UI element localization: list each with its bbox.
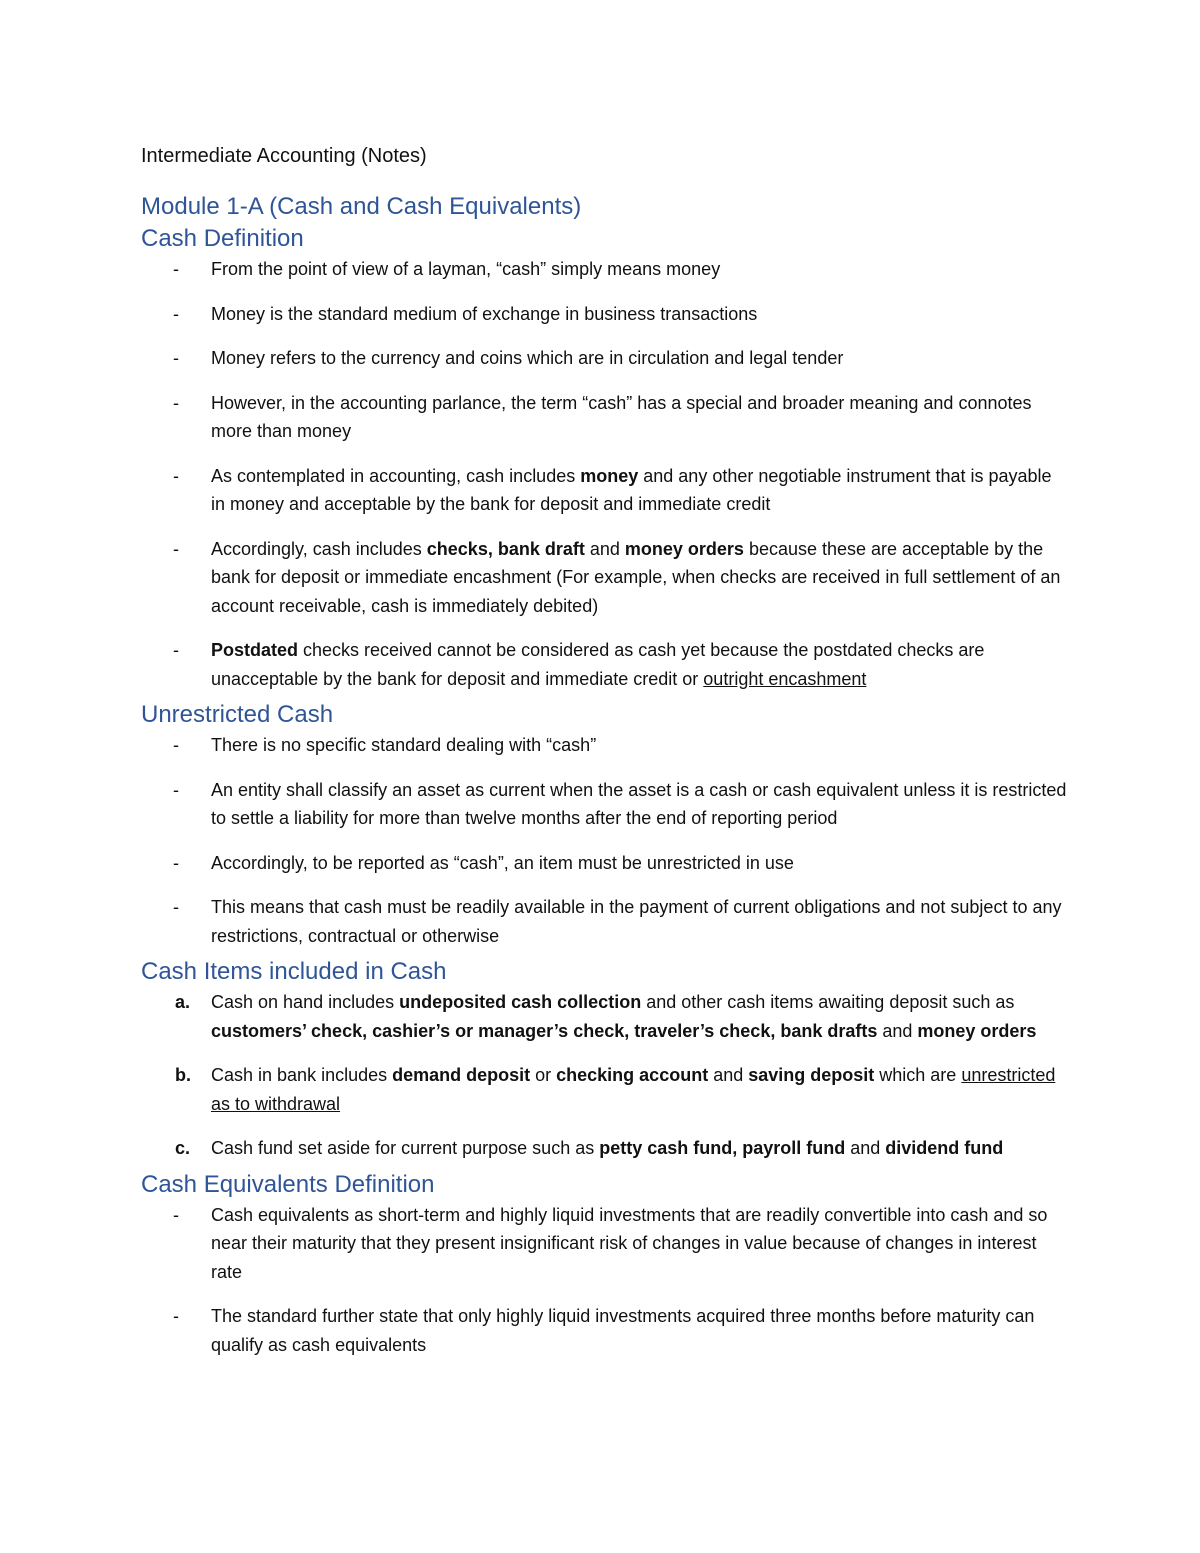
list-item [141, 1302, 1070, 1359]
text-run: Money is the standard medium of exchange in business transactions [211, 303, 758, 324]
list-marker: - [173, 259, 179, 279]
text-run: This means that cash must be readily available in the payment of current obligations and not subject to any restrictions, contractual or otherwise [211, 897, 1062, 946]
list-item [141, 849, 1070, 878]
list-item [141, 535, 1070, 621]
text-run: checks received cannot be considered as cash yet because the postdated checks are unacceptable by the bank for deposit and immediate credit or [211, 640, 985, 689]
list-item [141, 344, 1070, 373]
text-run: Cash in bank includes [211, 1065, 393, 1085]
bold-text: money orders [917, 1020, 1037, 1041]
list-marker: b. [175, 1065, 191, 1085]
text-run: and any other negotiable instrument that is payable in money and acceptable by the bank for deposit and immediate credit [211, 465, 1052, 514]
list-item [141, 1134, 1070, 1163]
list-item [141, 1061, 1070, 1118]
text-run: because these are acceptable by the bank for deposit or immediate encashment (For example, when checks are received in full settlement of an account receivable, cash is immediately debited) [211, 538, 1061, 616]
section-heading: Cash Equivalents Definition [141, 1170, 435, 1198]
section-heading: Unrestricted Cash [141, 701, 334, 728]
list-item-text [211, 348, 843, 368]
text-run: From the point of view of a layman, “cash” simply means money [211, 259, 721, 279]
text-run: Money refers to the currency and coins which are in circulation and legal tender [211, 348, 844, 368]
list-marker: - [173, 779, 179, 800]
list-marker: - [173, 1204, 179, 1225]
bold-text: saving deposit [748, 1065, 875, 1085]
section-heading: Cash Items included in Cash [141, 958, 447, 985]
sections-container [141, 223, 1070, 1359]
bold-text: customers’ check, cashier’s or manager’s check, traveler’s check, bank drafts [211, 1020, 878, 1041]
list-marker: - [173, 392, 179, 413]
list-item [141, 893, 1070, 950]
list-marker: - [173, 303, 179, 324]
list-item [141, 1201, 1070, 1287]
text-run: The standard further state that only highly liquid investments acquired three months before maturity can qualify as cash equivalents [211, 1306, 1035, 1355]
section-list [141, 731, 1070, 950]
text-run: Cash on hand includes [211, 992, 400, 1012]
list-marker: - [173, 852, 179, 873]
list-marker: - [173, 538, 179, 559]
list-marker: - [173, 465, 179, 486]
list-marker: - [173, 735, 179, 755]
list-item-text [211, 1306, 1034, 1355]
list-item [141, 389, 1070, 446]
list-item [141, 300, 1070, 329]
list-item-text [211, 1065, 1055, 1114]
text-run: and [845, 1138, 886, 1158]
list-item-text [211, 992, 1036, 1041]
list-item [141, 731, 1070, 760]
list-item-text [211, 304, 757, 324]
bold-text: petty cash fund, payroll fund [599, 1138, 846, 1158]
section-list [141, 1201, 1070, 1360]
list-marker: - [173, 348, 179, 368]
list-item-text [211, 1138, 1003, 1158]
bold-text: money [580, 465, 639, 486]
bold-text: Postdated [211, 640, 299, 660]
text-run: Cash equivalents as short-term and highly liquid investments that are readily convertible into cash and so near their maturity that they present insignificant risk of changes in value because of changes in interest rate [211, 1204, 1048, 1282]
text-run: which are [874, 1065, 962, 1085]
bold-text: demand deposit [392, 1065, 531, 1085]
list-item-text [211, 780, 1066, 829]
text-run: Accordingly, cash includes [211, 538, 427, 559]
list-item-text [211, 640, 984, 689]
list-item-text [211, 853, 794, 873]
underlined-text: outright encashment [703, 668, 867, 689]
text-run: An entity shall classify an asset as current when the asset is a cash or cash equivalent unless it is restricted to settle a liability for more than twelve months after the end of reporting period [211, 779, 1067, 828]
list-marker: - [173, 897, 179, 917]
list-marker: a. [175, 992, 191, 1012]
text-run: and [877, 1020, 918, 1041]
list-item-text [211, 539, 1060, 616]
bold-text: dividend fund [885, 1138, 1004, 1158]
list-marker: c. [175, 1138, 191, 1158]
bold-text: undeposited cash collection [399, 992, 642, 1012]
list-item-text [211, 897, 1061, 946]
list-item [141, 636, 1070, 693]
section-list [141, 255, 1070, 693]
list-marker: - [173, 640, 179, 660]
section-list [141, 988, 1070, 1163]
text-run: and [584, 538, 625, 559]
underlined-text: unrestricted as to withdrawal [211, 1065, 1056, 1114]
list-item-text [211, 259, 720, 279]
text-run: and other cash items awaiting deposit such as [641, 992, 1015, 1012]
list-item [141, 988, 1070, 1045]
document-title: Intermediate Accounting (Notes) [141, 145, 427, 167]
list-item-text [211, 393, 1032, 442]
list-item [141, 255, 1070, 284]
list-item-text [211, 735, 596, 755]
text-run: or [530, 1065, 557, 1085]
list-item-text [211, 466, 1052, 515]
section-heading: Cash Definition [141, 225, 304, 252]
bold-text: money orders [624, 538, 744, 559]
text-run: Cash fund set aside for current purpose such as [211, 1138, 600, 1158]
module-title: Module 1-A (Cash and Cash Equivalents) [141, 193, 582, 220]
text-run: There is no specific standard dealing with “cash” [211, 735, 597, 755]
text-run: and [708, 1065, 749, 1085]
bold-text: checks, bank draft [426, 538, 585, 559]
list-item [141, 462, 1070, 519]
text-run: As contemplated in accounting, cash includes [211, 465, 581, 486]
text-run: However, in the accounting parlance, the term “cash” has a special and broader meaning and connotes more than money [211, 392, 1032, 441]
list-item-text [211, 1205, 1047, 1282]
bold-text: checking account [556, 1065, 709, 1085]
list-marker: - [173, 1306, 179, 1326]
list-item [141, 776, 1070, 833]
text-run: Accordingly, to be reported as “cash”, an item must be unrestricted in use [211, 852, 794, 873]
